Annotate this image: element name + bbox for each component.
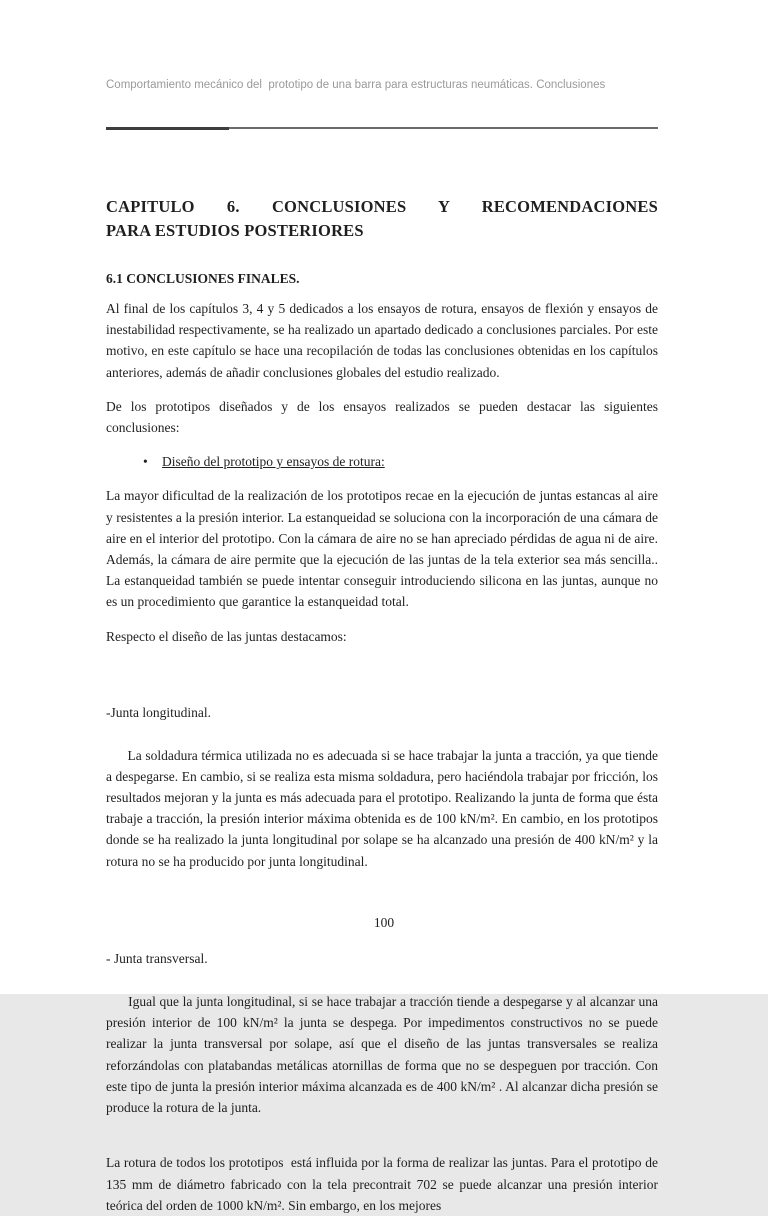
paragraph-closing: La rotura de todos los prototipos está influida por la forma de realizar las juntas. Para el prototipo de 135 mm de diámetro fabricado con la tela precontrait 702 se puede alcanzar una presión interior teórica del orden de 1000 kN/m². Sin embargo, en los mejores bbox=[106, 1155, 662, 1213]
transversal-joint-text: Igual que la junta longitudinal, si se hace trabajar a tracción tiende a despegarse y al alcanzar una presión interior de 100 kN/m² la junta se despega. Por impedimentos constructivos no se puede realizar la junta transversal por solape, así que el diseño de las juntas transversales se realiza reforzándolas con platabandas metálicas atornillas de forma que no se despeguen por tracción. Con este tipo de junta la presión interior máxima alcanzada es de 400 kN/m² . Al alcanzar dicha presión se produce la rotura de la junta. bbox=[106, 993, 662, 1115]
longitudinal-joint-label: -Junta longitudinal. bbox=[106, 705, 211, 721]
header-rule bbox=[106, 127, 658, 130]
running-header-text: Comportamiento mecánico del prototipo de una barra para estructuras neumáticas. Conclusiones bbox=[106, 79, 606, 91]
page-content bbox=[106, 0, 662, 1216]
running-header bbox=[106, 0, 658, 158]
longitudinal-joint-text: La soldadura térmica utilizada no es adecuada si se hace trabajar la junta a tracción, ya que tiende a despegarse. En cambio, si se realiza esta misma soldadura, pero haciéndola trabajar por fricción, los resultados mejoran y la junta es más adecuada para el prototipo. Realizando la junta de forma que ésta trabaje a tracción, la presión interior máxima obtenida es de 100 kN/m². En cambio, en los prototipos donde se ha realizado la junta longitudinal por solape se ha alcanzado una presión de 400 kN/m² y la rotura no se ha producido por junta longitudinal. bbox=[106, 747, 662, 869]
page-number: 100 bbox=[373, 915, 395, 930]
paragraph-seals: La mayor dificultad de la realización de los prototipos recae en la ejecución de juntas estancas al aire y resistentes a la presión interior. La estanqueidad se soluciona con la incorporación de una cámara de aire en el interior del prototipo. Con la cámara de aire no se han apreciado pérdidas de agua ni de aire. Además, la cámara de aire permite que la ejecución de las juntas de la tela exterior sea más sencilla.. La estanqueidad también se puede intentar conseguir introduciendo silicona en las juntas, aunque no es un procedimiento que garantice la estanqueidad total. bbox=[106, 488, 662, 610]
paragraph-joints-lead: Respecto el diseño de las juntas destacamos: bbox=[106, 628, 347, 644]
header-rule-dark-segment bbox=[106, 127, 229, 130]
bullet-list-item bbox=[106, 438, 658, 472]
bullet-marker: • bbox=[143, 454, 148, 470]
transversal-joint-label: - Junta transversal. bbox=[106, 951, 208, 967]
paragraph-longitudinal-joint bbox=[106, 647, 662, 893]
paragraph-intro: Al final de los capítulos 3, 4 y 5 dedicados a los ensayos de rotura, ensayos de flexión y ensayos de inestabilidad respectivamente, se ha realizado un apartado dedicado a conclusiones parciales. Por este motivo, en este capítulo se hace una recopilación de todas las conclusiones obtenidas en los capítulos anteriores, además de añadir conclusiones globales del estudio realizado. bbox=[106, 301, 662, 380]
chapter-title-line2: PARA ESTUDIOS POSTERIORES bbox=[106, 221, 364, 240]
chapter-title bbox=[106, 195, 658, 243]
paragraph-lead-in: De los prototipos diseñados y de los ensayos realizados se pueden destacar las siguientes conclusiones: bbox=[106, 398, 662, 436]
bullet-item-text: Diseño del prototipo y ensayos de rotura: bbox=[162, 454, 385, 470]
chapter-title-line1: CAPITULO 6. CONCLUSIONES Y RECOMENDACIONES bbox=[106, 197, 658, 216]
page-footer bbox=[0, 913, 768, 933]
section-heading: 6.1 CONCLUSIONES FINALES. bbox=[106, 271, 300, 286]
